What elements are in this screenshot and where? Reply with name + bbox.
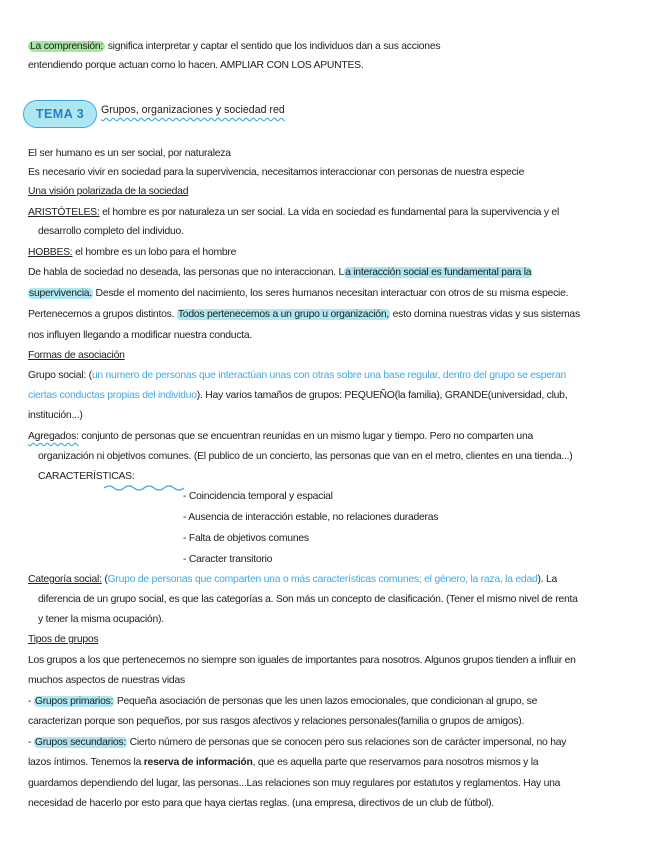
body-line: caracterizan porque son pequeños, por sus rasgos afectivos y relaciones personales(familia o grupos de amigos). (28, 716, 525, 727)
body-line: desarrollo completo del individuo. (38, 226, 184, 237)
body-line: muchos aspectos de nuestras vidas (28, 675, 185, 686)
comprension-highlight: La comprensión: (30, 41, 104, 52)
body-line: diferencia de un grupo social, es que las categorías a. Son más un concepto de clasificación. (Tener el mismo nivel de renta (38, 594, 578, 605)
body-line: organización ni objetivos comunes. (El publico de un concierto, las personas que van en el metro, clientes en una tienda...) (38, 451, 573, 462)
body-line: Grupo social: (un numero de personas que interactúan unas con otras sobre una base regular, dentro del grupo se esperan (28, 370, 567, 381)
subheading-formas: Formas de asociación (28, 350, 125, 361)
tema-badge: TEMA 3 (23, 100, 97, 128)
body-line: - Grupos secundarios: Cierto número de personas que se conocen pero sus relaciones son de carácter impersonal, no hay (28, 737, 567, 748)
body-line: ciertas conductas propias del individuo). Hay varios tamaños de grupos: PEQUEÑO(la familia), GRANDE(universidad, club, (28, 390, 568, 401)
tema-title: Grupos, organizaciones y sociedad red (101, 104, 285, 116)
caracteristica-item: - Falta de objetivos comunes (183, 533, 309, 544)
caracteristica-item: - Ausencia de interacción estable, no relaciones duraderas (183, 512, 439, 523)
body-line: Agregados: conjunto de personas que se encuentran reunidas en un mismo lugar y tiempo. Pero no comparten una (28, 431, 533, 442)
body-line: Categoría social: (Grupo de personas que comparten una o más características comunes; el género, la raza, la edad). La (28, 574, 558, 585)
body-line: HOBBES: el hombre es un lobo para el hombre (28, 247, 237, 258)
caracteristicas-label: CARACTERÍSTICAS: (38, 471, 135, 482)
body-line: Es necesario vivir en sociedad para la supervivencia, necesitamos interaccionar con personas de nuestra especie (28, 167, 525, 178)
body-line: Los grupos a los que pertenecemos no siempre son iguales de importantes para nosotros. Algunos grupos tienden a influir en (28, 655, 576, 666)
caracteristica-item: - Caracter transitorio (183, 554, 273, 565)
body-line: necesidad de hacerlo por esto para que haya ciertas reglas. (una empresa, directivos de un club de fútbol). (28, 798, 494, 809)
body-line: supervivencia. Desde el momento del nacimiento, los seres humanos necesitan interactuar con otros de su misma especie. (29, 288, 569, 299)
body-line: El ser humano es un ser social, por naturaleza (28, 148, 231, 159)
body-line: institución...) (28, 410, 83, 421)
intro-line-2: entendiendo porque actuan como lo hacen. AMPLIAR CON LOS APUNTES. (28, 60, 364, 71)
body-line: nos influyen llegando a modificar nuestra conducta. (28, 330, 253, 341)
body-line: - Grupos primarios: Pequeña asociación de personas que les unen lazos emocionales, que condicionan al grupo, se (28, 696, 538, 707)
body-line: De habla de sociedad no deseada, las personas que no interaccionan. La interacción social es fundamental para la (28, 267, 532, 278)
wavy-underline (104, 484, 184, 492)
body-line: guardamos dependiendo del lugar, las personas...Las relaciones son muy regulares por estatutos y reglamentos. Hay una (28, 778, 561, 789)
intro-line-1: La comprensión: significa interpretar y captar el sentido que los individuos dan a sus acciones (30, 41, 441, 52)
caracteristica-item: - Coincidencia temporal y espacial (183, 491, 333, 502)
body-line: lazos íntimos. Tenemos la reserva de información, que es aquella parte que reservamos para nosotros mismos y la (28, 757, 539, 768)
subheading-vision: Una visión polarizada de la sociedad (28, 186, 189, 197)
body-line: ARISTÓTELES: el hombre es por naturaleza un ser social. La vida en sociedad es fundamental para la supervivencia y el (28, 207, 560, 218)
body-line: Pertenecemos a grupos distintos. Todos pertenecemos a un grupo u organización, esto domina nuestras vidas y sus sistemas (28, 309, 580, 320)
subheading-tipos: Tipos de grupos (28, 634, 99, 645)
body-line: y tener la misma ocupación). (38, 614, 164, 625)
